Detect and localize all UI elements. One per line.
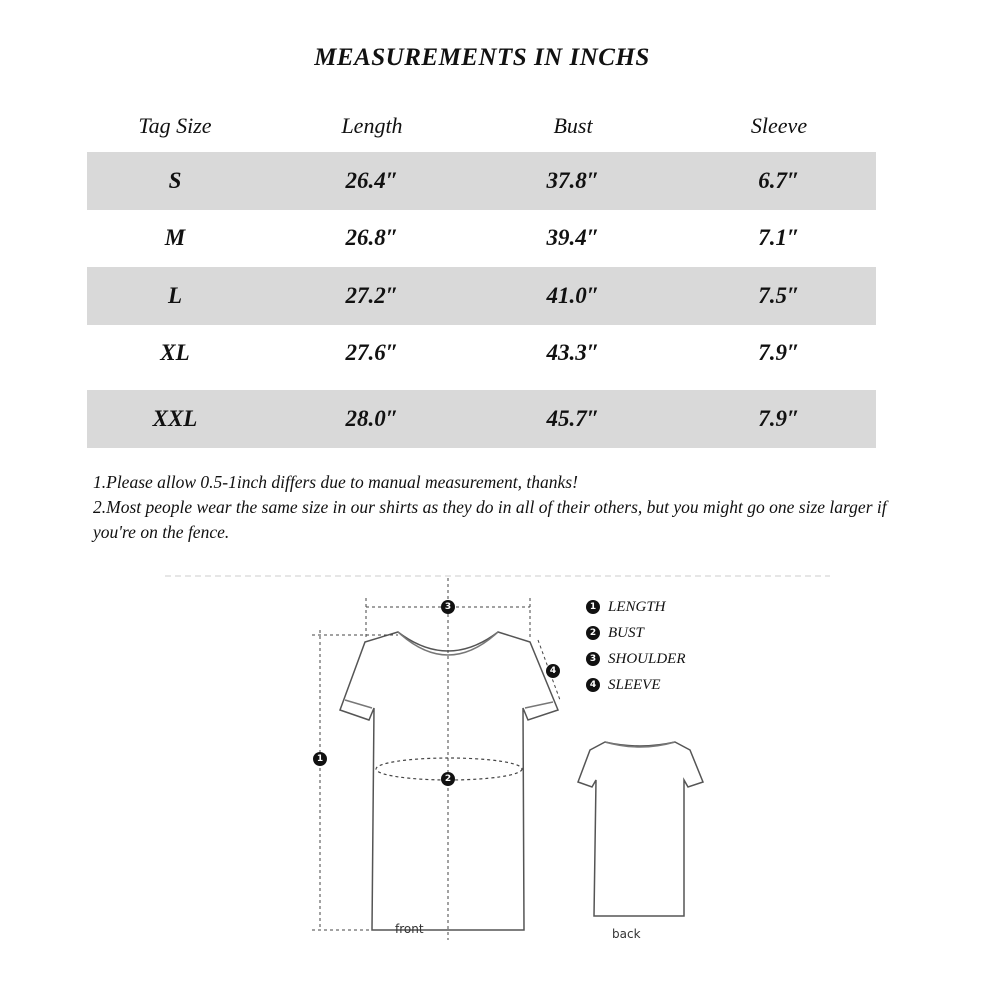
cell-bust: 43.3″ [546, 340, 600, 366]
cell-sleeve: 7.9″ [758, 340, 800, 366]
table-row [87, 325, 876, 383]
cell-length: 27.6″ [345, 340, 399, 366]
note-2: 2.Most people wear the same size in our shirts as they do in all of their others, but you might go one size larger if you're on the fence. [93, 497, 887, 542]
back-shirt-outline [578, 742, 703, 916]
legend-item-shoulder [586, 646, 686, 672]
number-badge-icon: 2 [586, 626, 600, 640]
legend-item-length [586, 594, 686, 620]
size-table [87, 100, 876, 448]
cell-sleeve: 7.5″ [758, 282, 800, 308]
table-row [87, 267, 876, 325]
cell-bust: 39.4″ [546, 225, 600, 251]
legend-label: SLEEVE [608, 676, 661, 693]
cell-length: 27.2″ [345, 282, 399, 308]
cell-bust: 41.0″ [546, 282, 600, 308]
header-bust: Bust [553, 113, 593, 138]
cell-length: 26.8″ [345, 225, 399, 251]
cell-sleeve: 6.7″ [758, 167, 800, 193]
legend-label: BUST [608, 624, 644, 641]
notes [88, 470, 928, 545]
table-header [87, 100, 876, 152]
number-badge-icon: 1 [586, 600, 600, 614]
table-row [87, 210, 876, 268]
cell-size: L [167, 282, 183, 308]
marker-sleeve: 4 [546, 664, 560, 678]
cell-size: S [168, 167, 182, 193]
legend-item-sleeve [586, 672, 686, 698]
page-title: MEASUREMENTS IN INCHS [314, 44, 650, 71]
header-length: Length [341, 113, 403, 138]
cell-bust: 45.7″ [546, 405, 600, 431]
legend-label: SHOULDER [608, 650, 686, 667]
measurement-legend [586, 594, 686, 698]
cell-sleeve: 7.9″ [758, 405, 800, 431]
caption-back: back [612, 927, 641, 941]
legend-label: LENGTH [608, 598, 666, 615]
cell-length: 26.4″ [345, 167, 399, 193]
cell-size: XL [160, 340, 190, 366]
marker-shoulder: 3 [441, 600, 455, 614]
header-tag-size: Tag Size [138, 113, 212, 138]
marker-length: 1 [313, 752, 327, 766]
cell-sleeve: 7.1″ [758, 225, 800, 251]
cell-bust: 37.8″ [546, 167, 600, 193]
header-sleeve: Sleeve [750, 113, 808, 138]
number-badge-icon: 4 [586, 678, 600, 692]
legend-item-bust [586, 620, 686, 646]
shirt-diagram [0, 560, 1000, 1000]
table-row [87, 390, 876, 448]
number-badge-icon: 3 [586, 652, 600, 666]
cell-length: 28.0″ [345, 405, 399, 431]
caption-front: front [395, 922, 424, 936]
table-row [87, 152, 876, 210]
marker-bust: 2 [441, 772, 455, 786]
note-1: 1.Please allow 0.5-1inch differs due to manual measurement, thanks! [93, 472, 578, 492]
cell-size: XXL [152, 405, 198, 431]
cell-size: M [164, 225, 186, 251]
